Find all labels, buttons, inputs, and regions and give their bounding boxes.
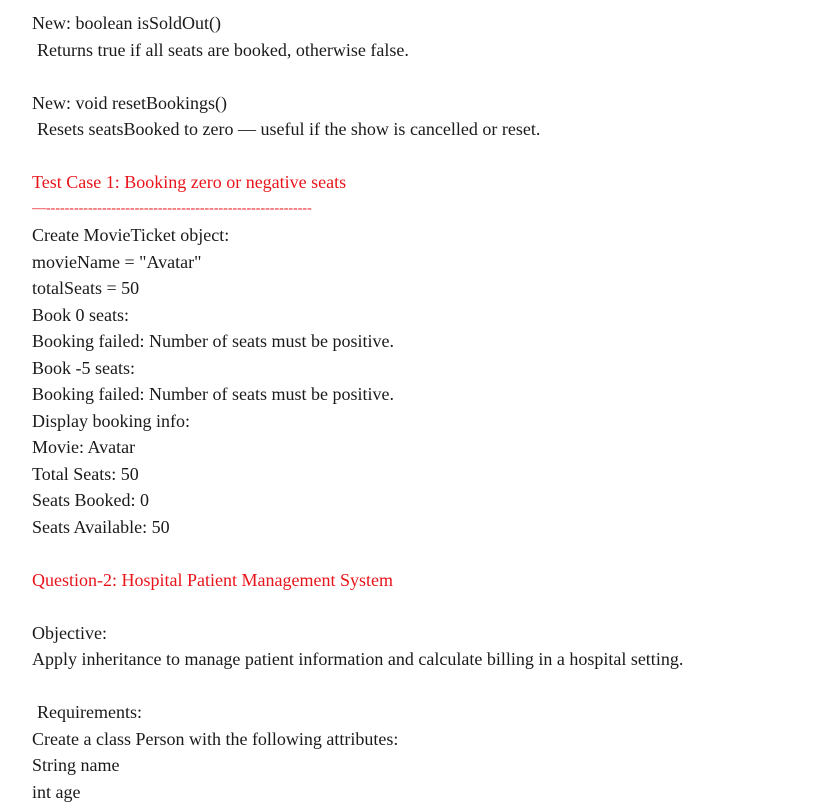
test-line: Seats Booked: 0 [32,490,149,510]
question-heading: Question-2: Hospital Patient Management System [32,569,393,590]
test-line: totalSeats = 50 [32,278,140,298]
test-line: Book -5 seats: [32,357,135,378]
test-line: movieName = "Avatar" [32,251,202,272]
test-case-heading: Test Case 1: Booking zero or negative seats [32,172,347,192]
test-line: Booking failed: Number of seats must be positive. [32,331,394,351]
test-line: Movie: Avatar [32,437,136,457]
test-line: Book 0 seats: [32,304,129,325]
test-line: Total Seats: 50 [32,463,139,484]
test-line: Seats Available: 50 [32,516,170,537]
requirement-line: String name [32,755,120,775]
document-body [32,10,822,805]
test-line: Booking failed: Number of seats must be positive. [32,384,394,404]
test-line: Create MovieTicket object: [32,225,230,245]
spacer [32,593,822,620]
requirements-label: Requirements: [37,702,142,722]
requirement-line: Create a class Person with the following attributes: [32,728,399,749]
spacer [32,540,822,567]
test-line: Display booking info: [32,410,190,431]
reset-bookings-signature: New: void resetBookings() [32,92,227,113]
is-sold-out-signature: New: boolean isSoldOut() [32,13,221,33]
objective-label: Objective: [32,622,107,643]
test-case-divider: —--------------------------------------------------------- [32,200,312,216]
reset-bookings-description: Resets seatsBooked to zero — useful if the show is cancelled or reset. [37,119,541,139]
spacer [32,143,822,170]
spacer [32,673,822,700]
objective-text: Apply inheritance to manage patient information and calculate billing in a hospital setting. [32,649,684,669]
requirement-line: int age [32,781,81,802]
is-sold-out-description: Returns true if all seats are booked, otherwise false. [37,39,409,60]
spacer [32,63,822,90]
